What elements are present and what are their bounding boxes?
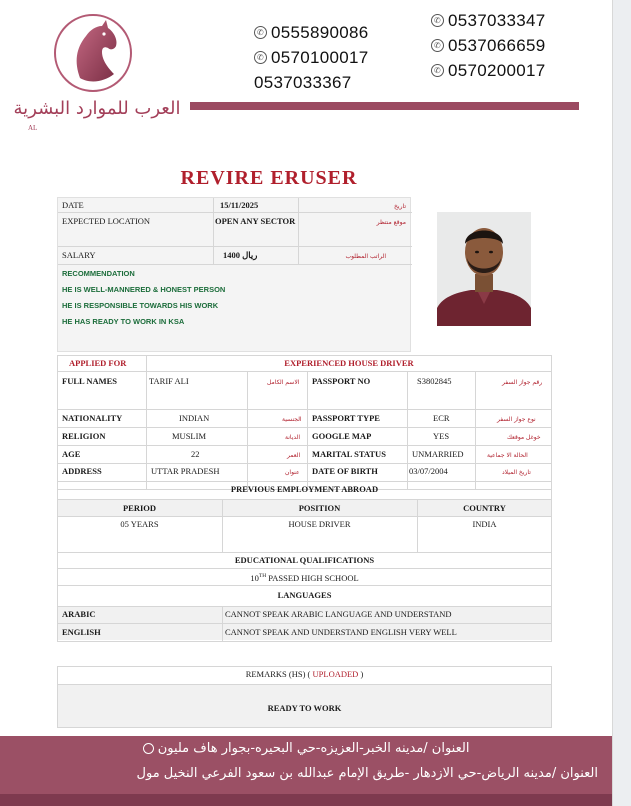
footer-address-bar bbox=[0, 736, 612, 794]
english-value: CANNOT SPEAK AND UNDERSTAND ENGLISH VERY WELL bbox=[225, 627, 457, 637]
education-value: 10TH PASSED HIGH SCHOOL bbox=[250, 572, 359, 583]
religion-label-ar: الديانة bbox=[285, 434, 301, 441]
education-heading: EDUCATIONAL QUALIFICATIONS bbox=[234, 555, 375, 565]
marital-status-label-ar: الحالة الا جماعية bbox=[487, 452, 528, 459]
horse-logo-icon bbox=[52, 12, 134, 94]
phone-number[interactable]: 0537033367 bbox=[254, 72, 352, 92]
phone-number[interactable]: 0537066659 bbox=[448, 35, 546, 55]
col-period: PERIOD bbox=[122, 503, 157, 513]
salary-label: SALARY bbox=[62, 250, 96, 260]
passport-no-label: PASSPORT NO bbox=[312, 376, 371, 386]
dob-label: DATE OF BIRTH bbox=[312, 466, 378, 476]
footer-bottom-band bbox=[0, 794, 612, 806]
phone-number[interactable]: 0570100017 bbox=[271, 47, 369, 67]
passport-type-value: ECR bbox=[433, 413, 450, 423]
nationality-label-ar: الجنسية bbox=[282, 416, 302, 423]
marital-status-label: MARITAL STATUS bbox=[312, 449, 386, 459]
marital-status-value: UNMARRIED bbox=[412, 449, 464, 459]
location-label-ar: موقع منتظر bbox=[376, 219, 406, 226]
phone-number[interactable]: 0537033347 bbox=[448, 10, 546, 30]
employment-period: 05 YEARS bbox=[120, 519, 159, 529]
nationality-label: NATIONALITY bbox=[62, 413, 123, 423]
location-label: EXPECTED LOCATION bbox=[62, 216, 151, 226]
passport-no-value: S3802845 bbox=[417, 376, 452, 386]
full-names-label-ar: الاسم الكامل bbox=[267, 379, 300, 386]
page-edge bbox=[612, 0, 631, 806]
employment-heading: PREVIOUS EMPLOYMENT ABROAD bbox=[230, 484, 379, 494]
religion-value: MUSLIM bbox=[172, 431, 207, 441]
address-label: ADDRESS bbox=[62, 466, 102, 476]
employment-position: HOUSE DRIVER bbox=[288, 519, 351, 529]
google-map-label: GOOGLE MAP bbox=[312, 431, 372, 441]
location-pin-icon bbox=[143, 743, 154, 754]
phone-icon: ✆ bbox=[254, 51, 267, 64]
header-divider bbox=[190, 102, 579, 110]
google-map-label-ar: خوغل موقعك bbox=[507, 434, 541, 441]
arabic-value: CANNOT SPEAK ARABIC LANGUAGE AND UNDERSTAND bbox=[225, 609, 452, 619]
salary-value: 1400 ريال bbox=[223, 250, 258, 260]
recommendation-item: HE IS RESPONSIBLE TOWARDS HIS WORK bbox=[62, 301, 219, 310]
location-value: OPEN ANY SECTOR bbox=[215, 216, 296, 226]
languages-heading: LANGUAGES bbox=[277, 590, 332, 600]
age-value: 22 bbox=[191, 449, 200, 459]
remarks-row: REMARKS (HS) ( UPLOADED ) bbox=[245, 669, 364, 679]
recommendation-item: HE HAS READY TO WORK IN KSA bbox=[62, 317, 185, 326]
dob-value: 03/07/2004 bbox=[409, 466, 448, 476]
age-label: AGE bbox=[62, 449, 81, 459]
ready-to-work: READY TO WORK bbox=[267, 703, 342, 713]
brand-name: العرب للموارد البشرية bbox=[13, 98, 181, 119]
info-box bbox=[57, 197, 411, 352]
col-country: COUNTRY bbox=[463, 503, 506, 513]
phone-number[interactable]: 0555890086 bbox=[271, 22, 369, 42]
phone-list-middle bbox=[254, 20, 369, 95]
full-names-value: TARIF ALI bbox=[149, 376, 189, 386]
age-label-ar: العمر bbox=[287, 452, 301, 459]
phone-icon: ✆ bbox=[254, 26, 267, 39]
recommendation-label: RECOMMENDATION bbox=[62, 269, 135, 278]
phone-icon: ✆ bbox=[431, 14, 444, 27]
dob-label-ar: تاريخ الميلاد bbox=[502, 469, 531, 476]
salary-label-ar: الراتب المطلوب bbox=[345, 253, 386, 260]
page-title: REVIRE ERUSER bbox=[180, 167, 358, 189]
recommendation-item: HE IS WELL-MANNERED & HONEST PERSON bbox=[62, 285, 226, 294]
passport-type-label: PASSPORT TYPE bbox=[312, 413, 380, 423]
col-position: POSITION bbox=[298, 503, 341, 513]
employment-country: INDIA bbox=[472, 519, 497, 529]
applied-for-label: APPLIED FOR bbox=[69, 358, 127, 368]
english-label: ENGLISH bbox=[62, 627, 101, 637]
google-map-value: YES bbox=[433, 431, 450, 441]
address-label-ar: عنوان bbox=[285, 469, 300, 476]
remarks-status: UPLOADED bbox=[312, 669, 359, 679]
address-value: UTTAR PRADESH bbox=[151, 466, 220, 476]
date-value: 15/11/2025 bbox=[220, 200, 259, 210]
footer-line-1: العنوان /مدينه الخبر-العزيزه-حي البحيره-بجوار هاف مليون bbox=[0, 741, 612, 756]
phone-icon: ✆ bbox=[431, 39, 444, 52]
applied-for-value: EXPERIENCED HOUSE DRIVER bbox=[284, 358, 414, 368]
arabic-label: ARABIC bbox=[62, 609, 96, 619]
full-names-label: FULL NAMES bbox=[62, 376, 118, 386]
phone-number[interactable]: 0570200017 bbox=[448, 60, 546, 80]
date-label-ar: تاريخ bbox=[394, 203, 406, 210]
candidate-photo bbox=[437, 212, 531, 326]
date-label: DATE bbox=[62, 200, 84, 210]
phone-list-right bbox=[431, 8, 546, 83]
passport-type-label-ar: نوع جواز السفر bbox=[497, 416, 536, 423]
religion-label: RELIGION bbox=[62, 431, 106, 441]
nationality-value: INDIAN bbox=[179, 413, 210, 423]
passport-no-label-ar: رقم جواز السفر bbox=[502, 379, 543, 386]
footer-line-2: العنوان /مدينه الرياض-حي الازدهار -طريق الإمام عبدالله بن سعود الفرعي النخيل مول bbox=[136, 766, 598, 781]
phone-icon: ✆ bbox=[431, 64, 444, 77]
brand-sub: AL bbox=[28, 124, 38, 132]
